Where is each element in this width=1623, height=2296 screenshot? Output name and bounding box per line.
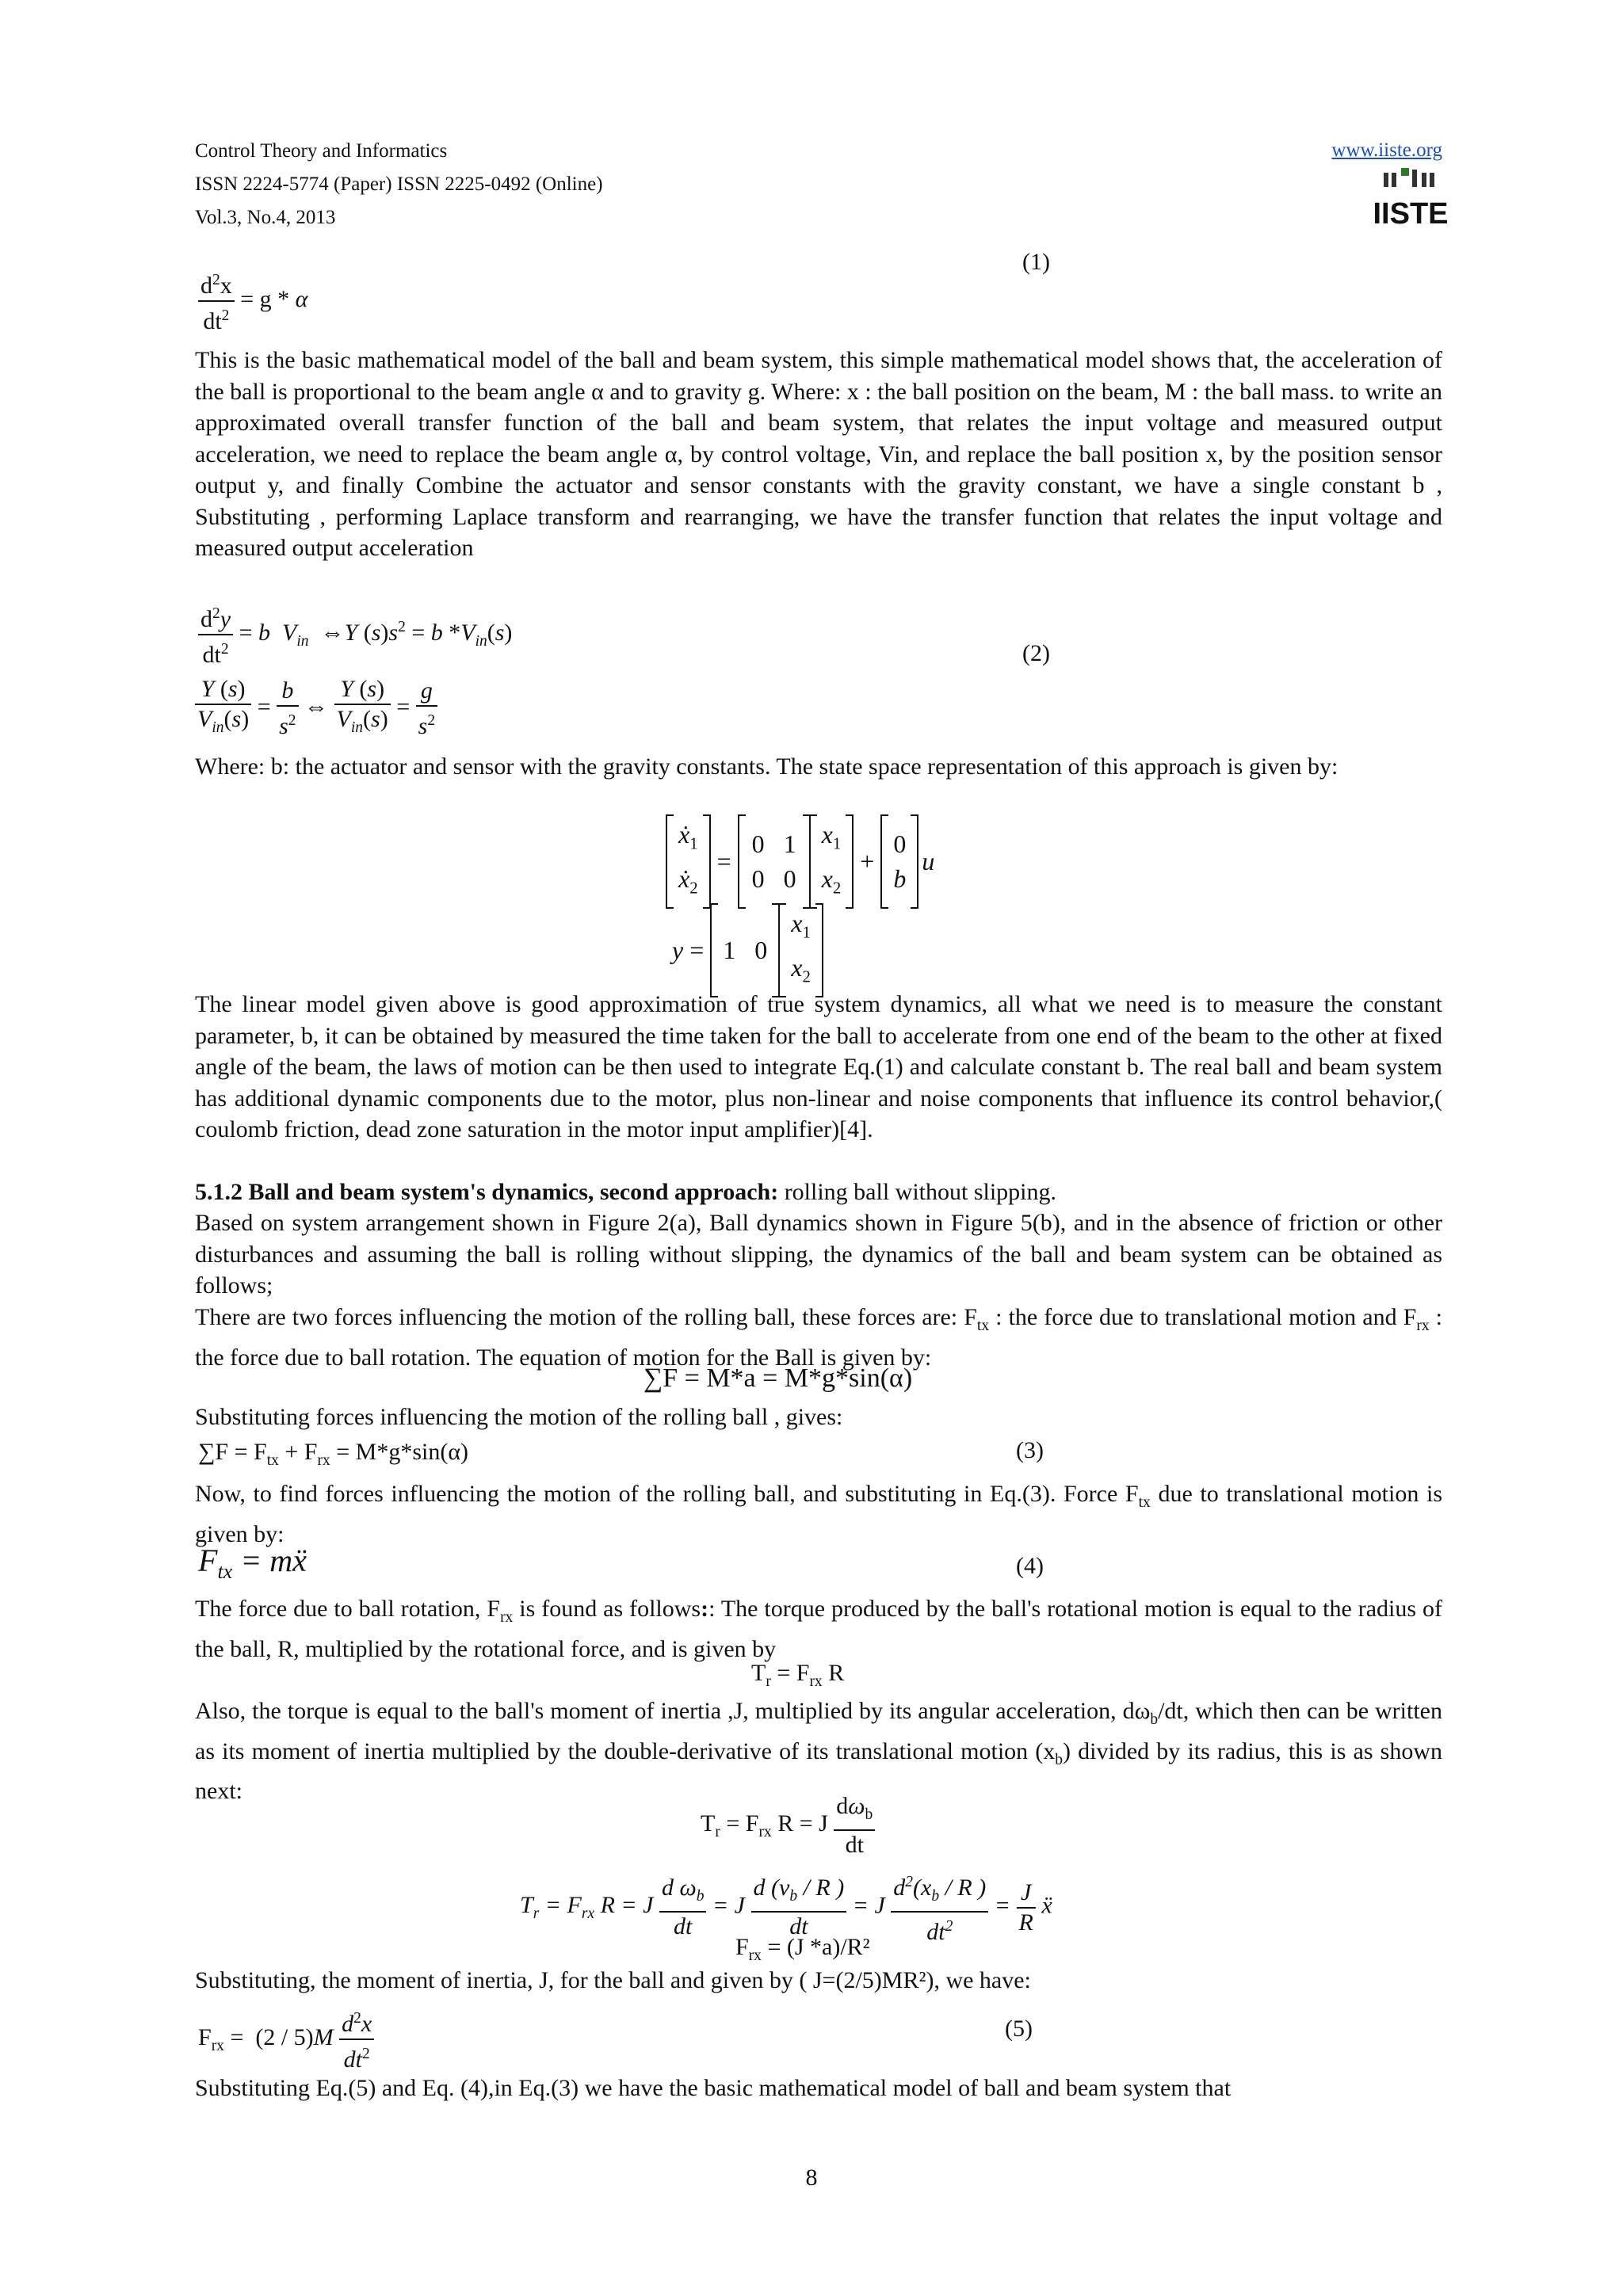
- paragraph-basic-model: Substituting Eq.(5) and Eq. (4),in Eq.(3) we have the basic mathematical model of ball and beam system that: [195, 2075, 1232, 2101]
- equation-number-5: (5): [1005, 2016, 1033, 2042]
- output-equation: y = 1 0 $x_1$ $x_2$: [666, 903, 823, 997]
- eq3-b: = M*g*sin(α): [330, 1439, 469, 1465]
- equation-1: $\frac{d^2x}{dt^2}$ = g * α: [198, 266, 307, 336]
- svg-text:IISTE: IISTE: [1373, 197, 1449, 231]
- page-number: 8: [805, 2164, 818, 2191]
- paragraph-state-space-intro: Where: b: the actuator and sensor with the gravity constants. The state space representation of this approach is given by:: [195, 753, 1338, 780]
- p7-part-a: Now, to find forces influencing the motion of the rolling ball, and substituting in Eq.(3). Force F: [195, 1481, 1139, 1507]
- equation-sum-forces: ∑F = M*a = M*g*sin(α): [643, 1363, 913, 1393]
- eq4-rest: = mẍ: [232, 1543, 307, 1578]
- p7-part-b: due to translational motion is given by:: [195, 1481, 1443, 1547]
- paragraph-substituting: Substituting forces influencing the motion of the rolling ball , gives:: [195, 1404, 843, 1430]
- sub-rx: rx: [1416, 1318, 1430, 1334]
- paragraph-translational: [195, 1478, 1442, 1550]
- p5-part-b: : the force due to translational motion and F: [989, 1304, 1417, 1330]
- p5-part-c: : the force due to ball rotation. The equation of motion for the Ball is given by:: [195, 1304, 1443, 1371]
- tr-r: R: [822, 1660, 845, 1686]
- paragraph-forces: [195, 1302, 1442, 1373]
- equation-torque-derivation: $T_r = F_{rx}$ R = J $\frac{d \omega_b}{dt}$ = J $\frac{d (v_b / R )}{dt}$ = J $\frac{d^2(x_b / R )}{dt^2}$ = $\frac{J}{R}$ ẍ: [520, 1868, 1052, 1947]
- p9-part-a: Also, the torque is equal to the ball's moment of inertia ,J, multiplied by its angular acceleration, dω: [195, 1698, 1151, 1724]
- journal-volume: Vol.3, No.4, 2013: [195, 207, 336, 228]
- tr-eq: = F: [770, 1660, 810, 1686]
- eq4-sub: tx: [217, 1560, 233, 1583]
- equation-3: $\sum F = F_{tx} + F_{rx} = M*g*\sin(\alpha)$: [198, 1439, 469, 1469]
- paragraph-moment-inertia: [195, 1695, 1442, 1807]
- p9-part-b: /dt, which then can be written as its moment of inertia multiplied by the double-derivative of its translational motion (x: [195, 1698, 1442, 1764]
- p5-part-a: There are two forces influencing the motion of the rolling ball, these forces are: F: [195, 1304, 977, 1330]
- equation-4: [198, 1543, 307, 1586]
- equation-2a: $\frac{d^2y}{dt^2}$ = b $V_{in}$ ⇔Y $(s)s^2 = b$ $*V_{in}(s)$: [198, 600, 512, 669]
- p8-part-a: The force due to ball rotation, F: [195, 1596, 501, 1622]
- p7-sub-tx: tx: [1138, 1494, 1151, 1511]
- frx-f: F: [735, 1934, 749, 1960]
- eq3-sub-rx: rx: [317, 1452, 330, 1469]
- equation-torque: $T_r = F_{rx}$ R: [751, 1660, 845, 1690]
- frx-sub: rx: [748, 1947, 762, 1964]
- eq4-f: F: [198, 1543, 218, 1578]
- section-heading-rest: rolling ball without slipping.: [778, 1179, 1057, 1205]
- equation-number-4: (4): [1016, 1553, 1044, 1579]
- paragraph-model-description: This is the basic mathematical model of the ball and beam system, this simple mathematical model shows that, the acceleration of the ball is proportional to the beam angle α and to gravity g. Where: x : the ball position on the beam, M : the ball mass. to write an approximated overall transfer function of the ball and beam system, that relates the input voltage and measured output acceleration, we need to replace the beam angle α, by control voltage, Vin, and replace the ball position x, by the position sensor output y, and finally Combine the actuator and sensor constants with the gravity constant, we have a single constant b , Substituting , performing Laplace transform and rearranging, we have the transfer function that relates the input voltage and measured output acceleration: [195, 347, 1442, 561]
- journal-title: Control Theory and Informatics: [195, 140, 448, 162]
- paragraph-moment-substituting: Substituting, the moment of inertia, J, for the ball and given by ( J=(2/5)MR²), we have:: [195, 1967, 1031, 1993]
- section-heading-5-1-2: [195, 1177, 1442, 1208]
- paragraph-rotation-force: The force due to ball rotation, $F_{rx}$ is found as follows:: The torque produced by the ball's rotational motion is equal to the radius of the ball, R, multiplied by the rotational force, and is given by: [195, 1596, 1442, 1662]
- p9-part-c: ) divided by its radius, this is as shown next:: [195, 1737, 1442, 1804]
- tr-sub-rx: rx: [809, 1673, 823, 1690]
- p8-part-b: is found as follows: [513, 1596, 701, 1622]
- state-space-equation: ẋ$_1$ ẋ$_2$ = 0 1 0 0 $x_1$ $x_2$ + 0 b u: [666, 814, 938, 909]
- section-heading-bold: 5.1.2 Ball and beam system's dynamics, second approach:: [195, 1179, 779, 1205]
- p9-sub-b2: b: [1055, 1751, 1064, 1768]
- eq3-sub-tx: tx: [266, 1452, 279, 1469]
- p8-part-c: : The torque produced by the ball's rotational motion is equal to the radius of the ball, R, multiplied by the rotational force, and is given by: [195, 1596, 1442, 1662]
- equation-number-2: (2): [1022, 640, 1050, 666]
- equation-5: $F_{rx} = (2 / 5)M$ $\frac{d^2x}{dt^2}$: [198, 2004, 374, 2074]
- p9-sub-b: b: [1150, 1711, 1159, 1728]
- paragraph-linear-model: The linear model given above is good approximation of true system dynamics, all what we need is to measure the constant parameter, b, it can be obtained by measured the time taken for the ball to accelerate from one end of the beam to the other at fixed angle of the beam, the laws of motion can be then used to integrate Eq.(1) and calculate constant b. The real ball and beam system has additional dynamic components due to the motor, plus non-linear and noise components that influence its control behavior,( coulomb friction, dead zone saturation in the motor input amplifier)[4].: [195, 991, 1442, 1142]
- equation-2b: $\frac{Y (s)}{V_{in}(s)}$ = $\frac{b}{s^2}$ ⇔ $\frac{Y (s)}{V_{in}(s)}$ = $\frac{g}{s^2}$: [195, 675, 437, 742]
- equation-torque-inertia: $T_r = F_{rx}$ R = J $\frac{d\omega_b}{dt}$: [701, 1792, 875, 1859]
- p8-sub-rx: rx: [500, 1609, 514, 1626]
- equation-number-3: (3): [1016, 1437, 1044, 1463]
- tr-t: T: [751, 1660, 766, 1686]
- equation-number-1: (1): [1022, 249, 1050, 275]
- journal-issn: ISSN 2224-5774 (Paper) ISSN 2225-0492 (Online): [195, 174, 603, 195]
- frx-rest: = (J *a)/R²: [761, 1934, 870, 1960]
- paragraph-system-arrangement: Based on system arrangement shown in Figure 2(a), Ball dynamics shown in Figure 5(b), and in the absence of friction or other disturbances and assuming the ball is rolling without slipping, the dynamics of the ball and beam system can be obtained as follows;: [195, 1210, 1442, 1299]
- sub-tx: tx: [976, 1318, 990, 1334]
- iiste-logo: [1373, 168, 1449, 231]
- journal-url-link[interactable]: www.iiste.org: [1331, 139, 1442, 161]
- eq3-a: ∑F = F: [198, 1439, 267, 1465]
